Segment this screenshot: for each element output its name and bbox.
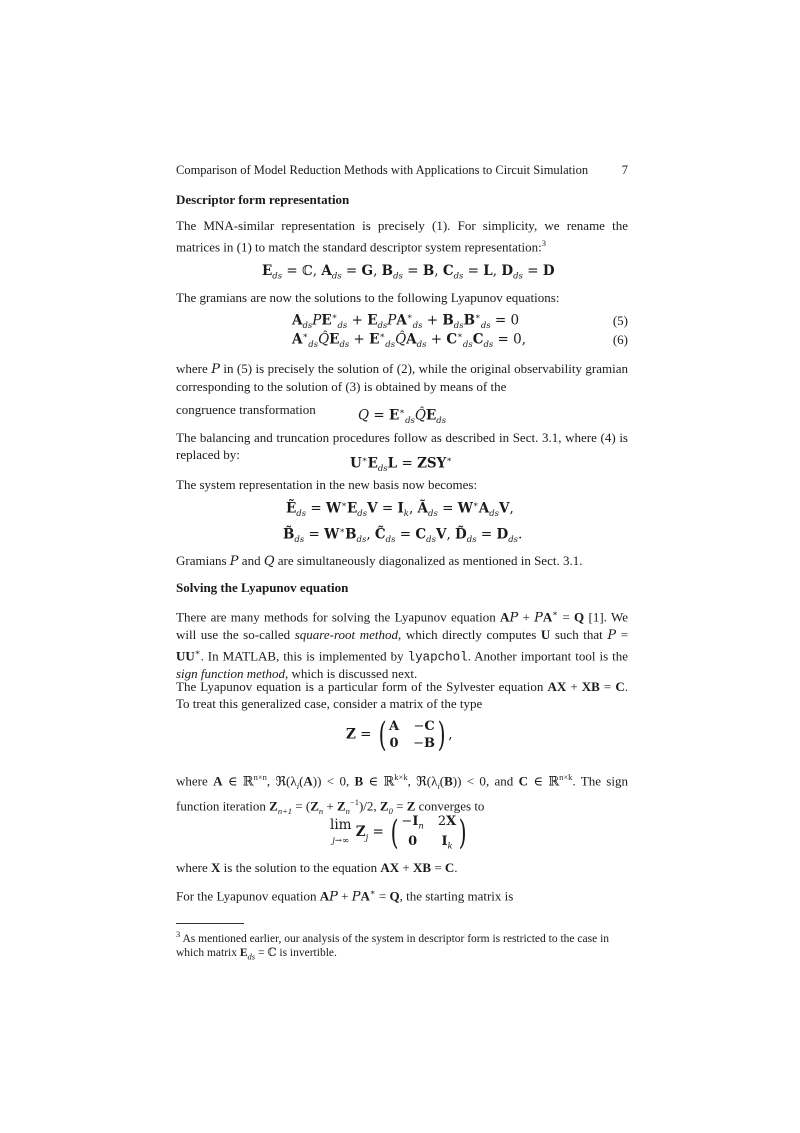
paragraph-starting-matrix: For the Lyapunov equation AP + PA∗ = Q, the starting matrix is xyxy=(176,887,514,905)
paragraph-where-a: where A ∈ ℝ$^{n\times n}$, $ℜ(\lambda_i(A)) < 0$, B ∈ ℝ$^{k\times k}$, $ℜ(\lambda_i(B)) < 0$, and C ∈ ℝ$^{n\times k}$. The sign function iteration $Z_{n+1} = (Z_n + Z_n^{-1})/2$, $Z_0 = Z$ converges to xyxy=(176,772,628,817)
paragraph-sylvester: The Lyapunov equation is a particular form of the Sylvester equation AX + XB = C. To treat this generalized case, consider a matrix of the type xyxy=(176,679,628,711)
equation-5: $A_{ds}PE^∗_{ds} + E_{ds}PA^∗_{ds} + B_{ds}B^∗_{ds} = 0$ xyxy=(292,312,520,332)
page-number: 7 xyxy=(621,163,628,177)
running-header xyxy=(176,163,634,178)
footnote: $^3$ As mentioned earlier, our analysis of the system in descriptor form is restricted to the case in which matrix $E_{ds}$ = ℂ is invertible. xyxy=(176,929,610,962)
equation-new-basis-1: Ẽ$_{ds}$ = $W^∗E_{ds}V = I_k$, $Ã_{ds} = W^∗A_{ds}V$, xyxy=(286,500,514,520)
equation-new-basis-2: $B̃_{ds} = W^∗B_{ds}$, $C̃_{ds} = C_{ds}V$, $D̃_{ds} = D_{ds}$. xyxy=(283,526,523,546)
equation-matrix-z: Z = ( A −C 0 −B ) , xyxy=(346,715,453,755)
paragraph-diagonalized: Gramians P and Q are simultaneously diagonalized as mentioned in Sect. 3.1. xyxy=(176,553,583,569)
footnote-number: 3 xyxy=(176,929,181,939)
paragraph-gramians: The gramians are now the solutions to the following Lyapunov equations: xyxy=(176,290,560,305)
equation-svd: $U^∗E_{ds}L = ZSY^∗$ xyxy=(350,455,453,475)
paragraph-new-basis: The system representation in the new basis now becomes: xyxy=(176,477,478,492)
paragraph-where-x: where X is the solution to the equation AX + XB = C. xyxy=(176,860,458,875)
equation-5-label: (5) xyxy=(612,313,628,328)
running-title: Comparison of Model Reduction Methods with Applications to Circuit Simulation xyxy=(176,163,589,177)
paragraph-where-p: where P in (5) is precisely the solution of (2), while the original observability gramian corresponding to the solution of (3) is obtained by means of the xyxy=(176,361,628,394)
equation-congruence: $Q = E^∗_{ds}Q̂E_{ds}$ xyxy=(358,407,447,427)
equation-limit: lim j→∞ $Z_j$ = ( $-I_n$ 2X 0 $I_k$ ) xyxy=(330,812,467,853)
equation-6: $A^∗_{ds}Q̂E_{ds}$ + $E^∗_{ds}Q̂A_{ds} + C^∗_{ds}C_{ds} = 0$, xyxy=(292,331,527,351)
paragraph-balancing: The balancing and truncation procedures follow as described in Sect. 3.1, where (4) is replaced by: xyxy=(176,430,628,462)
section-heading-lyapunov: Solving the Lyapunov equation xyxy=(176,580,349,595)
equation-rename: $E_{ds}$ = ℂ, $A_{ds} = G$, $B_{ds} = B$, $C_{ds} = L$, $D_{ds} = D$ xyxy=(262,263,555,282)
footnote-marker: 3 xyxy=(541,237,546,248)
footnote-rule xyxy=(176,923,244,924)
paragraph-methods: There are many methods for solving the Lyapunov equation AP + PA∗ = Q [1]. We will use the so-called square-root method, which directly computes U such that P = UU∗. In MATLAB, this is implemented by lyapchol. Another important tool is the sign function method, which is discussed next. xyxy=(176,608,629,682)
section-heading-descriptor: Descriptor form representation xyxy=(176,192,350,207)
code-lyapchol: lyapchol xyxy=(407,650,468,665)
paragraph-mna: The MNA-similar representation is precisely (1). For simplicity, we rename the matrices in (1) to match the standard descriptor system representation:$^3$ xyxy=(176,218,628,254)
equation-6-label: (6) xyxy=(612,332,628,347)
paragraph-congruence: congruence transformation xyxy=(176,402,316,417)
